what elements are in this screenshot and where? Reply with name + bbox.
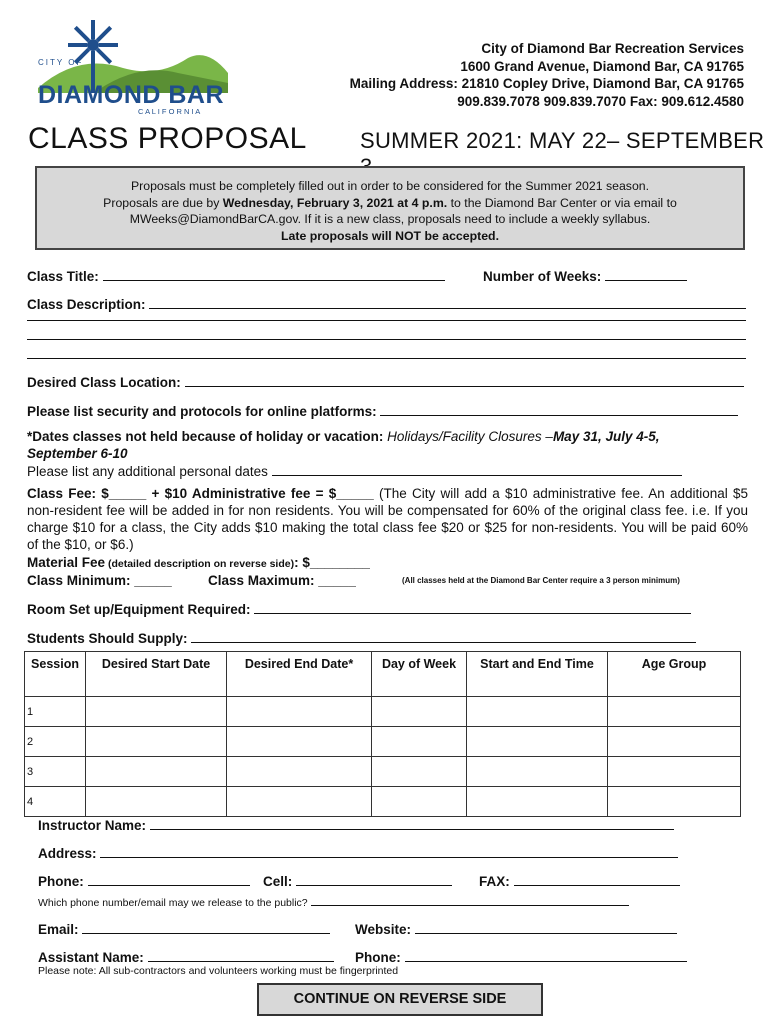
table-cell[interactable] <box>467 697 608 727</box>
address-line: City of Diamond Bar Recreation Services <box>481 41 744 56</box>
class-title-field[interactable]: Class Title: <box>27 268 445 284</box>
release-field[interactable]: Which phone number/email may we release to the public? <box>38 896 629 909</box>
description-line[interactable] <box>27 339 746 340</box>
table-header: Desired Start Date <box>86 652 227 697</box>
table-cell[interactable] <box>608 757 741 787</box>
session-table <box>24 651 741 817</box>
table-header: Desired End Date* <box>227 652 372 697</box>
table-cell[interactable] <box>608 787 741 817</box>
personal-dates-field[interactable]: Please list any additional personal dates <box>27 463 682 479</box>
holiday-dates: *Dates classes not held because of holiday or vacation: Holidays/Facility Closures –May 31, July 4-5, September 6-10 <box>27 429 660 461</box>
table-cell[interactable] <box>227 727 372 757</box>
table-row <box>25 727 741 757</box>
desired-location-field[interactable]: Desired Class Location: <box>27 374 744 390</box>
continue-reverse-banner: CONTINUE ON REVERSE SIDE <box>257 983 543 1016</box>
website-field[interactable]: Website: <box>355 921 677 937</box>
page-title: CLASS PROPOSAL <box>28 122 307 155</box>
session-number: 3 <box>25 757 86 787</box>
table-cell[interactable] <box>372 697 467 727</box>
table-cell[interactable] <box>227 697 372 727</box>
session-number: 2 <box>25 727 86 757</box>
notice-late: Late proposals will NOT be accepted. <box>281 228 499 243</box>
cell-field[interactable]: Cell: <box>263 873 452 889</box>
logo-state: C A L I F O R N I A <box>138 107 201 116</box>
description-line[interactable] <box>27 358 746 359</box>
email-field[interactable]: Email: <box>38 921 330 937</box>
class-minimum-field[interactable]: Class Minimum: _____ <box>27 573 172 588</box>
room-setup-field[interactable]: Room Set up/Equipment Required: <box>27 601 691 617</box>
class-fee-description: (The City will add a $10 administrative fee. An additional $5 non-resident fee will be added in for non residents. You will be compensated for 60% of the original class fee. i.e. If you charge $10 for a class, the City adds $10 making the total class fee $20 or $25 for non-residents. You will be paid 60% of the $10, or $6.) <box>27 486 749 552</box>
logo-city-of: CITY OF <box>38 58 84 67</box>
table-header: Session <box>25 652 86 697</box>
class-fee-field[interactable]: Class Fee: $_____ + $10 Administrative fee = $_____ <box>27 486 374 501</box>
table-row <box>25 757 741 787</box>
address-line: 1600 Grand Avenue, Diamond Bar, CA 91765 <box>460 58 744 74</box>
security-field[interactable]: Please list security and protocols for online platforms: <box>27 403 738 419</box>
table-cell[interactable] <box>608 727 741 757</box>
address-line: Mailing Address: 21810 Copley Drive, Diamond Bar, CA 91765 <box>349 76 744 91</box>
table-header: Day of Week <box>372 652 467 697</box>
class-maximum-field[interactable]: Class Maximum: _____ <box>208 573 356 588</box>
instructor-name-field[interactable]: Instructor Name: <box>38 817 674 833</box>
table-cell[interactable] <box>372 727 467 757</box>
notice-line: MWeeks@DiamondBarCA.gov. If it is a new class, proposals need to include a weekly syllabus. <box>129 212 651 226</box>
session-number: 4 <box>25 787 86 817</box>
table-cell[interactable] <box>86 757 227 787</box>
class-description-field[interactable]: Class Description: <box>27 296 746 312</box>
table-cell[interactable] <box>467 757 608 787</box>
table-cell[interactable] <box>227 787 372 817</box>
material-fee-field[interactable]: Material Fee (detailed description on reverse side): $________ <box>27 555 370 570</box>
logo <box>38 18 228 118</box>
session-number: 1 <box>25 697 86 727</box>
notice-line: Proposals must be completely filled out in order to be considered for the Summer 2021 season. <box>130 179 650 193</box>
students-supply-field[interactable]: Students Should Supply: <box>27 630 696 646</box>
fingerprint-note: Please note: All sub-contractors and volunteers working must be fingerprinted <box>38 965 399 977</box>
table-cell[interactable] <box>86 787 227 817</box>
table-header: Age Group <box>608 652 741 697</box>
address-block <box>350 40 744 110</box>
description-line[interactable] <box>27 320 746 321</box>
assistant-name-field[interactable]: Assistant Name: <box>38 949 334 965</box>
assistant-phone-field[interactable]: Phone: <box>355 949 687 965</box>
table-header: Start and End Time <box>467 652 608 697</box>
season-dates: SUMMER 2021: MAY 22– SEPTEMBER <box>360 128 765 153</box>
fax-field[interactable]: FAX: <box>479 873 680 889</box>
table-cell[interactable] <box>372 757 467 787</box>
notice-line: Proposals are due by Wednesday, February 3, 2021 at 4 p.m. to the Diamond Bar Center or via email to <box>103 195 677 210</box>
logo-name: DIAMOND BAR <box>38 81 225 109</box>
table-cell[interactable] <box>372 787 467 817</box>
phone-field[interactable]: Phone: <box>38 873 250 889</box>
number-of-weeks-field[interactable]: Number of Weeks: <box>483 268 687 284</box>
address-field[interactable]: Address: <box>38 845 678 861</box>
minimum-note: (All classes held at the Diamond Bar Center require a 3 person minimum) <box>402 576 680 585</box>
table-cell[interactable] <box>86 727 227 757</box>
table-row <box>25 787 741 817</box>
table-cell[interactable] <box>467 787 608 817</box>
table-cell[interactable] <box>467 727 608 757</box>
table-cell[interactable] <box>608 697 741 727</box>
table-cell[interactable] <box>86 697 227 727</box>
table-cell[interactable] <box>227 757 372 787</box>
address-line: 909.839.7078 909.839.7070 Fax: 909.612.4580 <box>457 93 744 109</box>
notice-box <box>35 166 745 250</box>
table-row <box>25 697 741 727</box>
class-fee-section <box>27 485 748 553</box>
